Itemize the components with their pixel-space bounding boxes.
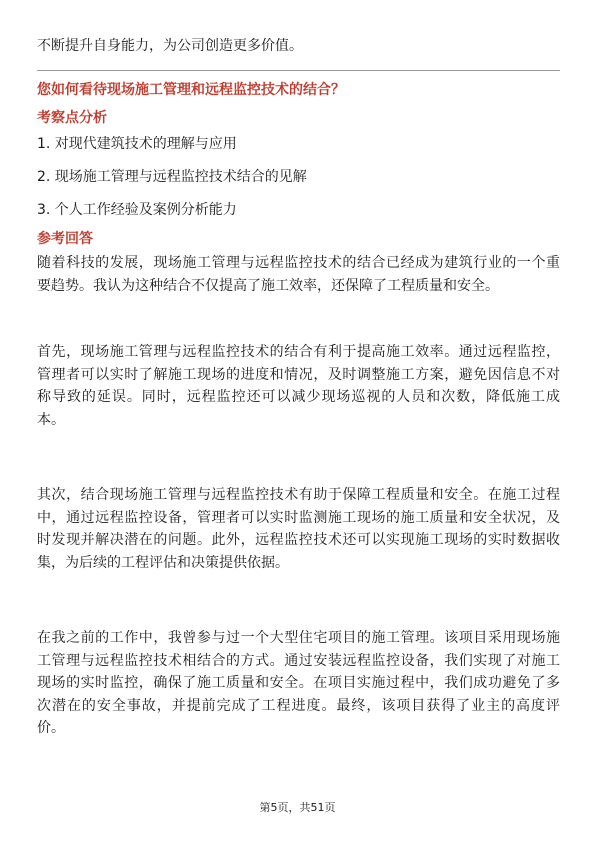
answer-paragraph [37,341,560,431]
paragraph-line: 中，通过远程监控设备，管理者可以实时监测施工现场的施工质量和安全状况，及 [37,509,560,526]
answer-title: 参考回答 [37,231,93,247]
paragraph-line: 工管理与远程监控技术相结合的方式。通过安装远程监控设备，我们实现了对施工 [37,652,560,669]
key-points-list [37,134,307,233]
paragraph-line: 现场的实时监控，确保了施工质量和安全。在项目实施过程中，我们成功避免了多 [37,675,560,691]
answer-paragraph [37,484,560,574]
paragraph-line: 本。 [37,411,65,428]
paragraph-line: 其次，结合现场施工管理与远程监控技术有助于保障工程质量和安全。在施工过程 [37,487,560,503]
answer-paragraph [37,252,560,297]
answer-paragraph [37,627,560,740]
paragraph-line: 次潜在的安全事故，并提前完成了工程进度。最终，该项目获得了业主的高度评 [37,697,560,714]
key-points-title: 考察点分析 [37,110,107,126]
paragraph-line: 集，为后续的工程评估和决策提供依据。 [37,554,289,571]
paragraph-line: 时发现并解决潜在的问题。此外，远程监控技术还可以实现施工现场的实时数据收 [37,532,560,548]
paragraph-line: 随着科技的发展，现场施工管理与远程监控技术的结合已经成为建筑行业的一个重 [37,255,560,271]
key-point-item: 3. 个人工作经验及案例分析能力 [37,202,237,218]
paragraph-line: 价。 [37,720,65,736]
paragraph-line: 在我之前的工作中，我曾参与过一个大型住宅项目的施工管理。该项目采用现场施 [37,630,560,646]
paragraph-line: 称导致的延误。同时，远程监控还可以减少现场巡视的人员和次数，降低施工成 [37,389,560,405]
paragraph-line: 要趋势。我认为这种结合不仅提高了施工效率，还保障了工程质量和安全。 [37,277,499,294]
page-number-footer: 第5页，共51页 [259,801,336,814]
question-heading: 您如何看待现场施工管理和远程监控技术的结合？ [37,82,345,98]
section-divider [37,70,560,71]
paragraph-line: 首先，现场施工管理与远程监控技术的结合有利于提高施工效率。通过远程监控， [37,344,560,360]
paragraph-line: 管理者可以实时了解施工现场的进度和情况，及时调整施工方案，避免因信息不对 [37,366,560,383]
intro-text: 不断提升自身能力，为公司创造更多价值。 [37,38,303,54]
key-point-item: 2. 现场施工管理与远程监控技术结合的见解 [37,169,307,185]
key-point-item: 1. 对现代建筑技术的理解与应用 [37,136,237,152]
